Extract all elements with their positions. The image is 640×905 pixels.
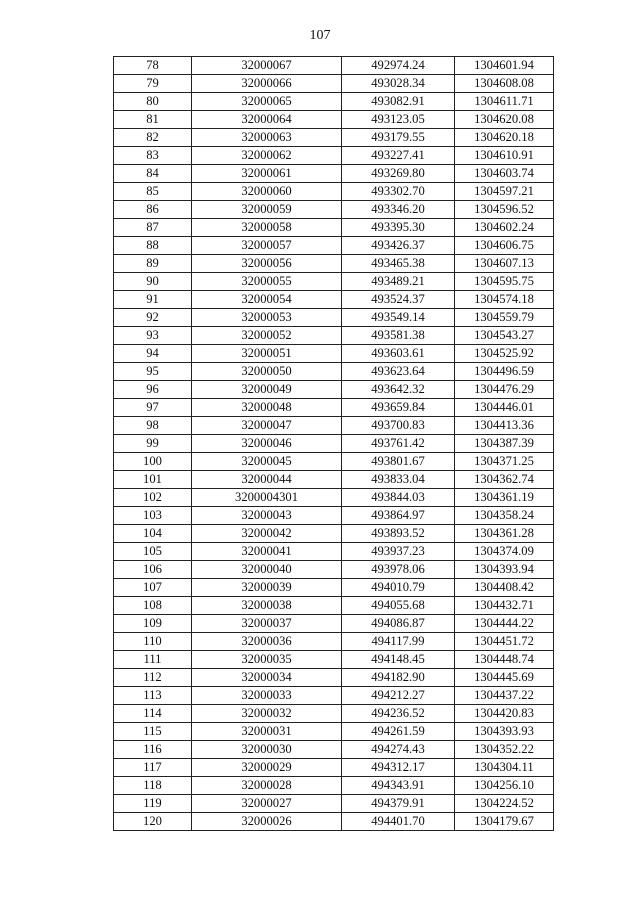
y-coordinate-cell: 1304362.74 [455, 471, 554, 489]
x-coordinate-cell: 494212.27 [342, 687, 455, 705]
x-coordinate-cell: 493761.42 [342, 435, 455, 453]
x-coordinate-cell: 494117.99 [342, 633, 455, 651]
point-id-cell: 32000042 [192, 525, 342, 543]
table-row [114, 615, 554, 633]
point-id-cell: 32000064 [192, 111, 342, 129]
y-coordinate-cell: 1304607.13 [455, 255, 554, 273]
point-number-cell: 116 [114, 741, 192, 759]
point-id-cell: 32000037 [192, 615, 342, 633]
y-coordinate-cell: 1304358.24 [455, 507, 554, 525]
x-coordinate-cell: 493302.70 [342, 183, 455, 201]
y-coordinate-cell: 1304525.92 [455, 345, 554, 363]
point-number-cell: 91 [114, 291, 192, 309]
point-number-cell: 100 [114, 453, 192, 471]
y-coordinate-cell: 1304596.52 [455, 201, 554, 219]
point-number-cell: 104 [114, 525, 192, 543]
point-number-cell: 109 [114, 615, 192, 633]
y-coordinate-cell: 1304597.21 [455, 183, 554, 201]
y-coordinate-cell: 1304224.52 [455, 795, 554, 813]
point-id-cell: 32000026 [192, 813, 342, 831]
point-number-cell: 92 [114, 309, 192, 327]
point-id-cell: 32000027 [192, 795, 342, 813]
table-row [114, 471, 554, 489]
x-coordinate-cell: 494343.91 [342, 777, 455, 795]
table-row [114, 741, 554, 759]
x-coordinate-cell: 493179.55 [342, 129, 455, 147]
x-coordinate-cell: 493581.38 [342, 327, 455, 345]
x-coordinate-cell: 494086.87 [342, 615, 455, 633]
point-id-cell: 32000045 [192, 453, 342, 471]
point-id-cell: 32000052 [192, 327, 342, 345]
y-coordinate-cell: 1304602.24 [455, 219, 554, 237]
point-id-cell: 32000067 [192, 57, 342, 75]
table-row [114, 795, 554, 813]
table-row [114, 309, 554, 327]
y-coordinate-cell: 1304444.22 [455, 615, 554, 633]
table-row [114, 129, 554, 147]
y-coordinate-cell: 1304448.74 [455, 651, 554, 669]
point-id-cell: 32000030 [192, 741, 342, 759]
point-id-cell: 32000038 [192, 597, 342, 615]
x-coordinate-cell: 493937.23 [342, 543, 455, 561]
table-row [114, 669, 554, 687]
point-id-cell: 32000044 [192, 471, 342, 489]
point-number-cell: 96 [114, 381, 192, 399]
table-row [114, 507, 554, 525]
y-coordinate-cell: 1304437.22 [455, 687, 554, 705]
point-number-cell: 113 [114, 687, 192, 705]
x-coordinate-cell: 493603.61 [342, 345, 455, 363]
table-row [114, 543, 554, 561]
x-coordinate-cell: 493642.32 [342, 381, 455, 399]
point-number-cell: 101 [114, 471, 192, 489]
x-coordinate-cell: 493346.20 [342, 201, 455, 219]
table-row [114, 399, 554, 417]
point-id-cell: 32000054 [192, 291, 342, 309]
point-id-cell: 32000047 [192, 417, 342, 435]
x-coordinate-cell: 494401.70 [342, 813, 455, 831]
table-row [114, 219, 554, 237]
point-id-cell: 32000061 [192, 165, 342, 183]
point-number-cell: 120 [114, 813, 192, 831]
x-coordinate-cell: 493801.67 [342, 453, 455, 471]
y-coordinate-cell: 1304361.19 [455, 489, 554, 507]
point-id-cell: 32000035 [192, 651, 342, 669]
x-coordinate-cell: 493978.06 [342, 561, 455, 579]
point-id-cell: 32000058 [192, 219, 342, 237]
x-coordinate-cell: 493893.52 [342, 525, 455, 543]
point-number-cell: 106 [114, 561, 192, 579]
point-id-cell: 32000036 [192, 633, 342, 651]
point-id-cell: 32000028 [192, 777, 342, 795]
x-coordinate-cell: 493227.41 [342, 147, 455, 165]
table-row [114, 777, 554, 795]
point-number-cell: 98 [114, 417, 192, 435]
point-number-cell: 85 [114, 183, 192, 201]
point-number-cell: 97 [114, 399, 192, 417]
point-number-cell: 102 [114, 489, 192, 507]
y-coordinate-cell: 1304610.91 [455, 147, 554, 165]
y-coordinate-cell: 1304179.67 [455, 813, 554, 831]
y-coordinate-cell: 1304371.25 [455, 453, 554, 471]
table-row [114, 93, 554, 111]
point-id-cell: 32000041 [192, 543, 342, 561]
x-coordinate-cell: 493659.84 [342, 399, 455, 417]
x-coordinate-cell: 493700.83 [342, 417, 455, 435]
table-row [114, 237, 554, 255]
point-number-cell: 115 [114, 723, 192, 741]
table-row [114, 183, 554, 201]
point-number-cell: 86 [114, 201, 192, 219]
x-coordinate-cell: 494148.45 [342, 651, 455, 669]
point-id-cell: 32000048 [192, 399, 342, 417]
x-coordinate-cell: 494055.68 [342, 597, 455, 615]
x-coordinate-cell: 493489.21 [342, 273, 455, 291]
point-id-cell: 32000063 [192, 129, 342, 147]
coordinates-table [113, 56, 554, 831]
y-coordinate-cell: 1304451.72 [455, 633, 554, 651]
point-number-cell: 118 [114, 777, 192, 795]
x-coordinate-cell: 492974.24 [342, 57, 455, 75]
coordinates-table-body [114, 57, 554, 831]
y-coordinate-cell: 1304543.27 [455, 327, 554, 345]
y-coordinate-cell: 1304374.09 [455, 543, 554, 561]
point-id-cell: 32000051 [192, 345, 342, 363]
point-id-cell: 32000055 [192, 273, 342, 291]
point-id-cell: 32000066 [192, 75, 342, 93]
table-row [114, 147, 554, 165]
y-coordinate-cell: 1304603.74 [455, 165, 554, 183]
x-coordinate-cell: 493395.30 [342, 219, 455, 237]
point-id-cell: 32000043 [192, 507, 342, 525]
point-id-cell: 32000029 [192, 759, 342, 777]
point-id-cell: 32000059 [192, 201, 342, 219]
x-coordinate-cell: 493123.05 [342, 111, 455, 129]
point-number-cell: 110 [114, 633, 192, 651]
y-coordinate-cell: 1304432.71 [455, 597, 554, 615]
point-number-cell: 93 [114, 327, 192, 345]
point-number-cell: 105 [114, 543, 192, 561]
table-row [114, 633, 554, 651]
y-coordinate-cell: 1304608.08 [455, 75, 554, 93]
table-row [114, 381, 554, 399]
point-number-cell: 84 [114, 165, 192, 183]
y-coordinate-cell: 1304304.11 [455, 759, 554, 777]
point-number-cell: 111 [114, 651, 192, 669]
y-coordinate-cell: 1304620.18 [455, 129, 554, 147]
point-number-cell: 79 [114, 75, 192, 93]
x-coordinate-cell: 493465.38 [342, 255, 455, 273]
table-row [114, 345, 554, 363]
table-row [114, 597, 554, 615]
x-coordinate-cell: 493864.97 [342, 507, 455, 525]
table-row [114, 687, 554, 705]
y-coordinate-cell: 1304476.29 [455, 381, 554, 399]
point-id-cell: 32000046 [192, 435, 342, 453]
table-row [114, 561, 554, 579]
point-id-cell: 32000053 [192, 309, 342, 327]
point-id-cell: 32000049 [192, 381, 342, 399]
x-coordinate-cell: 494261.59 [342, 723, 455, 741]
point-number-cell: 95 [114, 363, 192, 381]
x-coordinate-cell: 494312.17 [342, 759, 455, 777]
y-coordinate-cell: 1304574.18 [455, 291, 554, 309]
table-row [114, 579, 554, 597]
point-id-cell: 32000050 [192, 363, 342, 381]
y-coordinate-cell: 1304595.75 [455, 273, 554, 291]
x-coordinate-cell: 493623.64 [342, 363, 455, 381]
point-id-cell: 32000033 [192, 687, 342, 705]
point-number-cell: 87 [114, 219, 192, 237]
x-coordinate-cell: 493426.37 [342, 237, 455, 255]
y-coordinate-cell: 1304601.94 [455, 57, 554, 75]
point-number-cell: 81 [114, 111, 192, 129]
point-number-cell: 90 [114, 273, 192, 291]
y-coordinate-cell: 1304393.93 [455, 723, 554, 741]
table-row [114, 453, 554, 471]
point-number-cell: 99 [114, 435, 192, 453]
y-coordinate-cell: 1304387.39 [455, 435, 554, 453]
y-coordinate-cell: 1304559.79 [455, 309, 554, 327]
y-coordinate-cell: 1304611.71 [455, 93, 554, 111]
point-id-cell: 3200004301 [192, 489, 342, 507]
point-number-cell: 117 [114, 759, 192, 777]
table-row [114, 759, 554, 777]
table-row [114, 813, 554, 831]
table-row [114, 651, 554, 669]
table-row [114, 435, 554, 453]
point-number-cell: 114 [114, 705, 192, 723]
table-row [114, 489, 554, 507]
point-id-cell: 32000032 [192, 705, 342, 723]
point-id-cell: 32000034 [192, 669, 342, 687]
y-coordinate-cell: 1304408.42 [455, 579, 554, 597]
x-coordinate-cell: 493549.14 [342, 309, 455, 327]
y-coordinate-cell: 1304445.69 [455, 669, 554, 687]
point-number-cell: 88 [114, 237, 192, 255]
point-id-cell: 32000062 [192, 147, 342, 165]
point-number-cell: 103 [114, 507, 192, 525]
point-number-cell: 83 [114, 147, 192, 165]
y-coordinate-cell: 1304606.75 [455, 237, 554, 255]
y-coordinate-cell: 1304393.94 [455, 561, 554, 579]
table-row [114, 201, 554, 219]
y-coordinate-cell: 1304446.01 [455, 399, 554, 417]
x-coordinate-cell: 493269.80 [342, 165, 455, 183]
table-row [114, 255, 554, 273]
point-id-cell: 32000056 [192, 255, 342, 273]
x-coordinate-cell: 493524.37 [342, 291, 455, 309]
y-coordinate-cell: 1304620.08 [455, 111, 554, 129]
point-id-cell: 32000060 [192, 183, 342, 201]
table-row [114, 291, 554, 309]
point-number-cell: 82 [114, 129, 192, 147]
table-row [114, 75, 554, 93]
point-number-cell: 108 [114, 597, 192, 615]
point-id-cell: 32000039 [192, 579, 342, 597]
x-coordinate-cell: 493028.34 [342, 75, 455, 93]
x-coordinate-cell: 494182.90 [342, 669, 455, 687]
table-row [114, 327, 554, 345]
page-number: 107 [309, 28, 331, 43]
y-coordinate-cell: 1304420.83 [455, 705, 554, 723]
point-number-cell: 78 [114, 57, 192, 75]
y-coordinate-cell: 1304256.10 [455, 777, 554, 795]
point-number-cell: 119 [114, 795, 192, 813]
table-row [114, 417, 554, 435]
point-id-cell: 32000057 [192, 237, 342, 255]
x-coordinate-cell: 494379.91 [342, 795, 455, 813]
x-coordinate-cell: 493833.04 [342, 471, 455, 489]
y-coordinate-cell: 1304496.59 [455, 363, 554, 381]
x-coordinate-cell: 494236.52 [342, 705, 455, 723]
x-coordinate-cell: 494274.43 [342, 741, 455, 759]
y-coordinate-cell: 1304352.22 [455, 741, 554, 759]
y-coordinate-cell: 1304361.28 [455, 525, 554, 543]
point-number-cell: 112 [114, 669, 192, 687]
y-coordinate-cell: 1304413.36 [455, 417, 554, 435]
point-number-cell: 80 [114, 93, 192, 111]
point-number-cell: 89 [114, 255, 192, 273]
point-number-cell: 94 [114, 345, 192, 363]
x-coordinate-cell: 493844.03 [342, 489, 455, 507]
x-coordinate-cell: 494010.79 [342, 579, 455, 597]
table-row [114, 57, 554, 75]
table-row [114, 273, 554, 291]
table-row [114, 363, 554, 381]
table-row [114, 111, 554, 129]
table-row [114, 525, 554, 543]
point-number-cell: 107 [114, 579, 192, 597]
point-id-cell: 32000031 [192, 723, 342, 741]
x-coordinate-cell: 493082.91 [342, 93, 455, 111]
table-row [114, 165, 554, 183]
point-id-cell: 32000065 [192, 93, 342, 111]
point-id-cell: 32000040 [192, 561, 342, 579]
table-row [114, 705, 554, 723]
table-row [114, 723, 554, 741]
